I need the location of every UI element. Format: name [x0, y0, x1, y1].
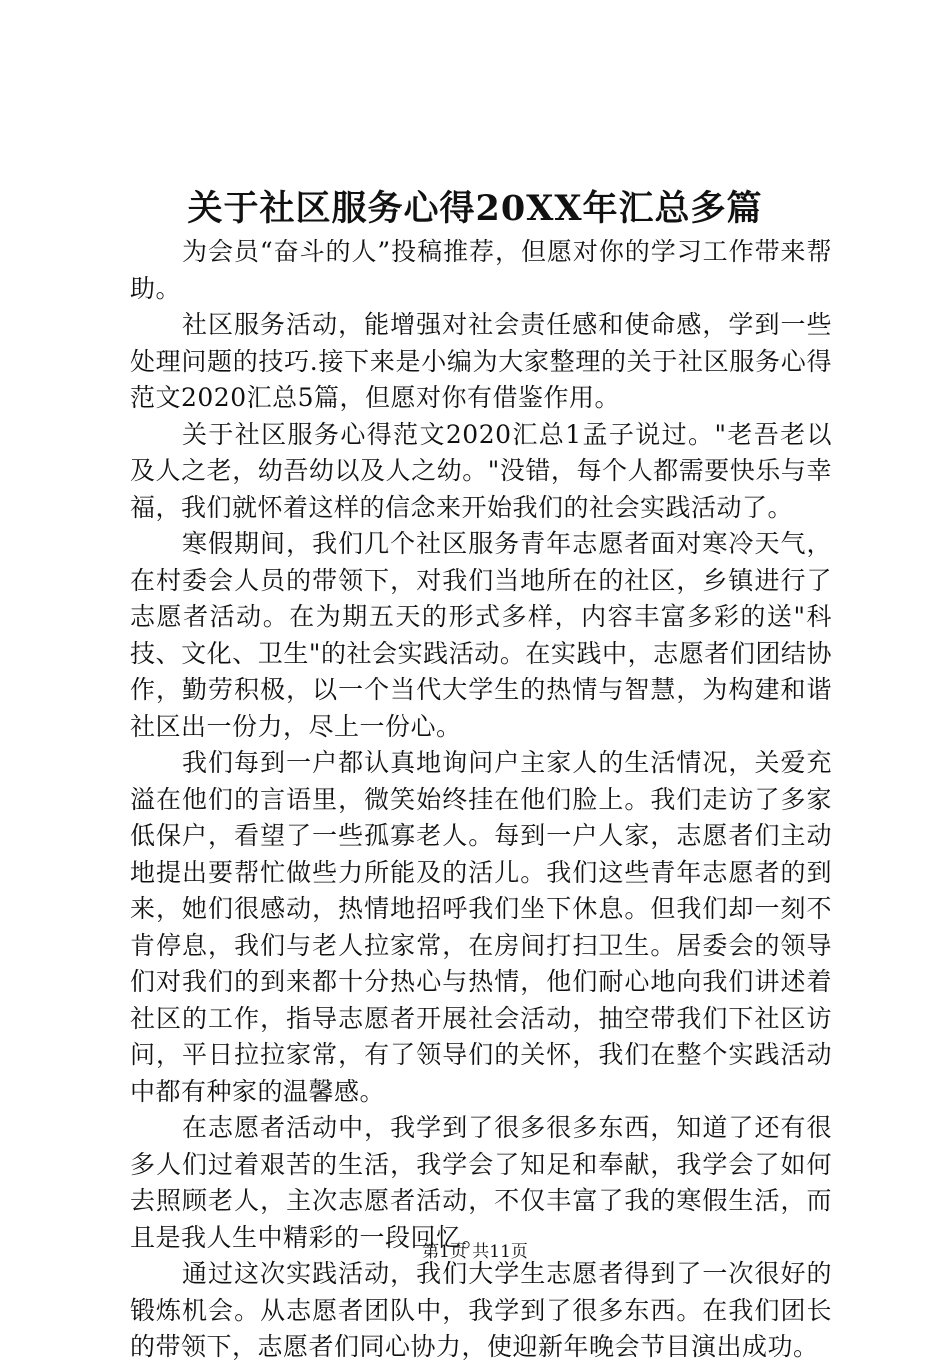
document-body	[130, 234, 832, 1366]
paragraph: 通过这次实践活动，我们大学生志愿者得到了一次很好的锻炼机会。从志愿者团队中，我学到了很多东西。在我们团长的带领下，志愿者们同心协力，使迎新年晚会节目演出成功。	[130, 1259, 832, 1361]
paragraph: 社区服务活动，能增强对社会责任感和使命感，学到一些处理问题的技巧.接下来是小编为大家整理的关于社区服务心得范文2020汇总5篇，但愿对你有借鉴作用。	[130, 310, 832, 412]
paragraph: 关于社区服务心得范文2020汇总1孟子说过。"老吾老以及人之老，幼吾幼以及人之幼。"没错，每个人都需要快乐与幸福，我们就怀着这样的信念来开始我们的社会实践活动了。	[130, 419, 832, 522]
page-number: 第1页 共11页	[422, 1242, 528, 1262]
paragraph: 寒假期间，我们几个社区服务青年志愿者面对寒冷天气，在村委会人员的带领下，对我们当地所在的社区，乡镇进行了志愿者活动。在为期五天的形式多样，内容丰富多彩的送"科技、文化、卫生"的社会实践活动。在实践中，志愿者们团结协作，勤劳积极，以一个当代大学生的热情与智慧，为构建和谐社区出一份力，尽上一份心。	[130, 529, 832, 741]
paragraph: 我们每到一户都认真地询问户主家人的生活情况，关爱充溢在他们的言语里，微笑始终挂在他们脸上。我们走访了多家低保户，看望了一些孤寡老人。每到一户人家，志愿者们主动地提出要帮忙做些力所能及的活儿。我们这些青年志愿者的到来，她们很感动，热情地招呼我们坐下休息。但我们却一刻不肯停息，我们与老人拉家常，在房间打扫卫生。居委会的领导们对我们的到来都十分热心与热情，他们耐心地向我们讲述着社区的工作，指导志愿者开展社会活动，抽空带我们下社区访问，平日拉拉家常，有了领导们的关怀，我们在整个实践活动中都有种家的温馨感。	[130, 748, 832, 1106]
paragraph: 为会员“奋斗的人”投稿推荐，但愿对你的学习工作带来帮助。	[130, 237, 832, 303]
document-title: 关于社区服务心得20XX年汇总多篇	[187, 188, 763, 229]
paragraph: 在志愿者活动中，我学到了很多很多东西，知道了还有很多人们过着艰苦的生活，我学会了知足和奉献，我学会了如何去照顾老人，主次志愿者活动，不仅丰富了我的寒假生活，而且是我人生中精彩的一段回忆。	[130, 1113, 832, 1252]
